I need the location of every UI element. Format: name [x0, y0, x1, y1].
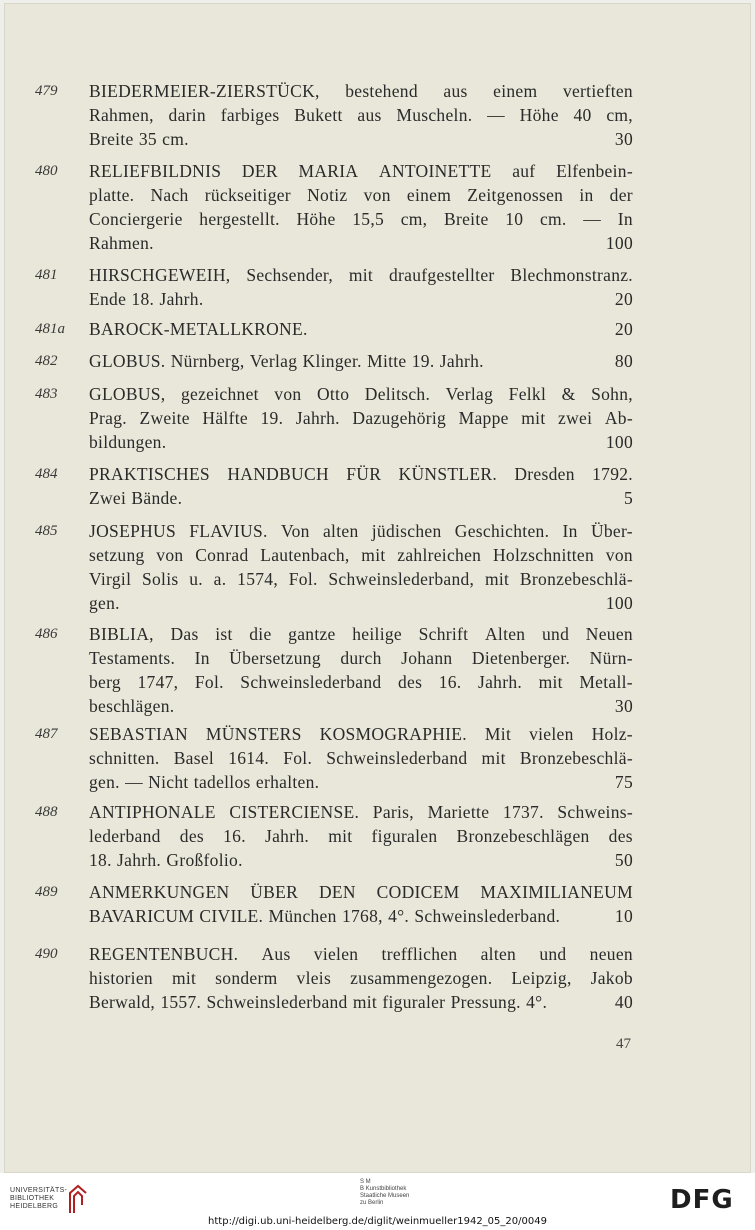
word: platte. — [89, 185, 135, 205]
word: 40 — [573, 105, 592, 125]
word: vertieften — [562, 81, 633, 101]
entry-line — [89, 722, 633, 746]
word: Prag. — [89, 408, 127, 428]
entry-line — [89, 263, 633, 287]
word: alten — [480, 944, 517, 964]
word: Fol. — [283, 748, 313, 768]
footer-bar — [0, 1173, 755, 1230]
word: bestehend — [345, 81, 418, 101]
word: Mit — [484, 724, 512, 744]
word: PRAKTISCHES — [89, 464, 210, 484]
word: sonderm — [215, 968, 278, 988]
word: 1737. — [502, 802, 544, 822]
entry-number: 490 — [35, 946, 58, 962]
entry-description — [89, 349, 633, 373]
word: & — [561, 384, 576, 404]
word: mit — [328, 826, 353, 846]
word: MARIA — [298, 161, 359, 181]
word: mit — [484, 569, 510, 589]
entry-price: 20 — [614, 289, 633, 309]
word: Testaments. — [89, 648, 176, 668]
entry-line — [89, 567, 633, 591]
word: Hälfte — [202, 408, 248, 428]
word: Muscheln. — [396, 105, 473, 125]
word: bildungen. — [89, 432, 167, 452]
word: von — [274, 384, 302, 404]
word: aus — [357, 105, 382, 125]
word: Neuen — [585, 624, 633, 644]
word: einem — [493, 81, 538, 101]
word: 16. — [438, 672, 462, 692]
word: 4°. — [388, 906, 410, 926]
word: Rahmen, — [89, 105, 154, 125]
word: Jahrh. — [265, 826, 310, 846]
word: Elfenbein- — [556, 161, 633, 181]
entry-line — [89, 848, 633, 872]
word: GLOBUS, — [89, 384, 166, 404]
entry-line — [89, 670, 633, 694]
word: gantze — [288, 624, 336, 644]
word: des — [179, 826, 205, 846]
entry-number: 482 — [35, 353, 58, 369]
word: mit — [361, 545, 386, 565]
entry-price: 100 — [605, 432, 633, 452]
word: alten — [322, 521, 359, 541]
word: — — [583, 209, 602, 229]
entry-price: 20 — [614, 319, 633, 339]
entry-line — [89, 207, 633, 231]
word: 4°. — [526, 992, 548, 1012]
word: 10 — [505, 209, 524, 229]
word: aus — [443, 81, 468, 101]
entry-price: 5 — [623, 488, 633, 508]
word: Sechsender, — [246, 265, 333, 285]
word: CODICEM — [376, 882, 460, 902]
word: Übersetzung — [229, 648, 321, 668]
word: rückseitiger — [204, 185, 291, 205]
word: Nicht — [148, 772, 189, 792]
word: Geschichten. — [454, 521, 550, 541]
word: Basel — [173, 748, 215, 768]
word: gen. — [89, 772, 120, 792]
word: Bronzebeschlä- — [519, 748, 633, 768]
ub-heidelberg-label — [10, 1187, 67, 1211]
stamp-line: S M — [360, 1179, 371, 1185]
entry-line — [89, 519, 633, 543]
word: mit — [171, 968, 197, 988]
word: Notiz — [307, 185, 348, 205]
word: BIBLIA, — [89, 624, 154, 644]
word: Fol. — [288, 569, 318, 589]
word: Zwei — [89, 488, 127, 508]
word: Bronzebeschlägen — [456, 826, 590, 846]
word: Dazugehörig — [352, 408, 447, 428]
entry-line — [89, 287, 633, 311]
word: 16. — [223, 826, 246, 846]
word: 15,5 — [352, 209, 385, 229]
word: darin — [168, 105, 206, 125]
entry-line — [89, 317, 633, 341]
word: Höhe — [296, 209, 336, 229]
word: 1747, — [137, 672, 179, 692]
entry-line — [89, 942, 633, 966]
entry-line — [89, 591, 633, 615]
word: BAVARICUM — [89, 906, 195, 926]
entry-description — [89, 263, 633, 311]
word: mit — [481, 748, 506, 768]
word: BIEDERMEIER-ZIERSTÜCK, — [89, 81, 320, 101]
word: Breite — [444, 209, 489, 229]
entry-line — [89, 824, 633, 848]
word: Virgil — [89, 569, 132, 589]
word: cm. — [539, 209, 567, 229]
entry-line — [89, 183, 633, 207]
ub-line: UNIVERSITÄTS- — [10, 1187, 68, 1194]
word: Jahrh. — [117, 850, 162, 870]
stamp-line: Staatliche Museen — [360, 1193, 410, 1199]
word: von — [156, 545, 184, 565]
word: Schweinslederband — [326, 748, 468, 768]
entry-line — [89, 770, 633, 794]
word: CIVILE. — [199, 906, 264, 926]
entry-line — [89, 103, 633, 127]
entry-number: 480 — [35, 163, 58, 179]
word: schnitten. — [89, 748, 160, 768]
word: Solis — [141, 569, 179, 589]
word: in — [579, 185, 594, 205]
source-url[interactable]: http://digi.ub.uni-heidelberg.de/diglit/weinmueller1942_05_20/0049 — [208, 1216, 547, 1227]
word: 1574, — [237, 569, 279, 589]
word: Nach — [150, 185, 189, 205]
entry-line — [89, 904, 633, 928]
entry-line — [89, 966, 633, 990]
entry-description — [89, 159, 633, 255]
word: Berwald, — [89, 992, 156, 1012]
entry-description — [89, 462, 633, 510]
word: Schweins- — [557, 802, 633, 822]
entry-line — [89, 746, 633, 770]
word: mit — [521, 408, 546, 428]
word: In — [194, 648, 210, 668]
word: Jahrh. — [439, 351, 484, 371]
word: 1557. — [160, 992, 202, 1012]
word: Fol. — [194, 672, 224, 692]
word: neuen — [589, 944, 633, 964]
word: des — [397, 672, 423, 692]
entry-line — [89, 622, 633, 646]
word: Dietenberger. — [471, 648, 571, 668]
word: CISTERCIENSE. — [229, 802, 360, 822]
entry-line — [89, 694, 633, 718]
word: Johann — [401, 648, 453, 668]
word: beschlägen. — [89, 696, 175, 716]
word: Verlag — [445, 384, 494, 404]
word: farbiges — [220, 105, 280, 125]
word: zahlreichen — [397, 545, 482, 565]
word: Schweinslederband. — [414, 906, 561, 926]
entry-number: 479 — [35, 83, 58, 99]
word: Sohn, — [591, 384, 633, 404]
word: Dresden — [514, 464, 575, 484]
word: gen. — [89, 593, 120, 613]
word: cm, — [606, 105, 633, 125]
entry-line — [89, 430, 633, 454]
word: — — [125, 772, 143, 792]
word: Mitte — [367, 351, 407, 371]
library-stamp — [360, 1179, 409, 1207]
word: RELIEFBILDNIS — [89, 161, 222, 181]
word: figuraler — [382, 992, 446, 1012]
word: Aus — [261, 944, 291, 964]
entry-line — [89, 543, 633, 567]
word: Breite — [89, 129, 134, 149]
word: lederband — [89, 826, 161, 846]
word: 1768, — [341, 906, 383, 926]
entry-number: 488 — [35, 804, 58, 820]
entry-description — [89, 800, 633, 872]
word: Ende — [89, 289, 127, 309]
word: Metall- — [579, 672, 633, 692]
word: KOSMOGRAPHIE. — [319, 724, 467, 744]
entry-line — [89, 382, 633, 406]
word: hergestellt. — [199, 209, 280, 229]
word: — — [487, 105, 505, 125]
word: Zeitgenossen — [467, 185, 564, 205]
word: die — [249, 624, 272, 644]
word: In — [617, 209, 633, 229]
word: 1614. — [228, 748, 270, 768]
word: Mariette — [427, 802, 490, 822]
entry-line — [89, 462, 633, 486]
word: 1792. — [592, 464, 633, 484]
dfg-logo: DFG — [670, 1185, 734, 1215]
entry-line — [89, 231, 633, 255]
word: 18. — [89, 850, 112, 870]
word: cm, — [400, 209, 428, 229]
entry-price: 40 — [614, 992, 633, 1012]
word: Conrad — [195, 545, 249, 565]
word: DEN — [318, 882, 356, 902]
word: und — [541, 624, 570, 644]
stamp-line: B Kunstbibliothek — [360, 1186, 407, 1192]
word: berg — [89, 672, 121, 692]
word: 19. — [260, 408, 284, 428]
entry-line — [89, 127, 633, 151]
word: Nürnberg, — [170, 351, 245, 371]
word: trefflichen — [381, 944, 458, 964]
entry-number: 485 — [35, 523, 58, 539]
word: Conciergerie — [89, 209, 183, 229]
word: FÜR — [346, 464, 382, 484]
entry-description — [89, 880, 633, 928]
stamp-line: zu Berlin — [360, 1200, 384, 1206]
word: Schweinslederband — [206, 992, 348, 1012]
word: Schweinslederband, — [328, 569, 475, 589]
word: Lautenbach, — [260, 545, 350, 565]
entry-number: 486 — [35, 626, 58, 642]
word: Verlag — [249, 351, 298, 371]
entry-number: 487 — [35, 726, 58, 742]
word: setzung — [89, 545, 145, 565]
word: Jakob — [590, 968, 633, 988]
entry-price: 100 — [605, 593, 633, 613]
entry-description — [89, 79, 633, 151]
word: Jahrh. — [295, 408, 340, 428]
entry-description — [89, 519, 633, 615]
word: ANTIPHONALE — [89, 802, 216, 822]
word: von — [363, 185, 391, 205]
word: REGENTENBUCH. — [89, 944, 239, 964]
entry-price: 100 — [605, 233, 633, 253]
word: Über- — [590, 521, 633, 541]
entry-line — [89, 990, 633, 1014]
word: figuralen — [371, 826, 438, 846]
word: mit — [352, 992, 378, 1012]
word: GLOBUS. — [89, 351, 166, 371]
word: Großfolio. — [166, 850, 243, 870]
word: gezeichnet — [180, 384, 259, 404]
word: jüdischen — [371, 521, 442, 541]
word: Jahrh. — [159, 289, 204, 309]
entry-number: 481 — [35, 267, 58, 283]
entry-description — [89, 317, 633, 341]
word: mit — [348, 265, 374, 285]
page-number: 47 — [616, 1036, 631, 1052]
word: ist — [215, 624, 233, 644]
word: BAROCK-METALLKRONE. — [89, 319, 308, 339]
word: HIRSCHGEWEIH, — [89, 265, 231, 285]
entry-line — [89, 800, 633, 824]
word: tadellos — [193, 772, 251, 792]
word: Paris, — [372, 802, 414, 822]
word: Felkl — [508, 384, 547, 404]
word: zusammengezogen. — [350, 968, 493, 988]
word: vleis — [296, 968, 332, 988]
word: Von — [280, 521, 310, 541]
ub-line: HEIDELBERG — [10, 1203, 59, 1210]
entry-price: 50 — [614, 850, 633, 870]
word: cm. — [162, 129, 189, 149]
word: heilige — [352, 624, 402, 644]
entry-price: 30 — [614, 696, 633, 716]
entry-price: 80 — [614, 351, 633, 371]
word: mit — [538, 672, 563, 692]
entry-line — [89, 159, 633, 183]
word: Blechmonstranz. — [510, 265, 633, 285]
word: Bände. — [131, 488, 183, 508]
entry-line — [89, 486, 633, 510]
word: FLAVIUS. — [189, 521, 268, 541]
word: ANMERKUNGEN — [89, 882, 230, 902]
word: durch — [340, 648, 382, 668]
entry-line — [89, 880, 633, 904]
word: vielen — [529, 724, 574, 744]
word: 18. — [131, 289, 155, 309]
entry-description — [89, 382, 633, 454]
word: Das — [170, 624, 199, 644]
word: ÜBER — [250, 882, 299, 902]
entry-number: 489 — [35, 884, 58, 900]
entry-description — [89, 722, 633, 794]
word: Nürn- — [589, 648, 633, 668]
entry-price: 75 — [614, 772, 633, 792]
word: Alten — [484, 624, 526, 644]
word: auf — [512, 161, 536, 181]
word: vielen — [313, 944, 359, 964]
word: zwei — [558, 408, 593, 428]
entry-number: 483 — [35, 386, 58, 402]
word: MÜNSTERS — [205, 724, 302, 744]
word: HANDBUCH — [227, 464, 329, 484]
word: Bukett — [294, 105, 343, 125]
word: Bronzebeschlä- — [519, 569, 633, 589]
word: des — [608, 826, 633, 846]
word: von — [605, 545, 633, 565]
entry-line — [89, 349, 633, 373]
word: draufgestellter — [388, 265, 495, 285]
word: Holzschnitten — [492, 545, 595, 565]
word: Mappe — [458, 408, 509, 428]
entry-line — [89, 79, 633, 103]
word: ANTOINETTE — [379, 161, 492, 181]
word: Pressung. — [450, 992, 521, 1012]
word: der — [609, 185, 633, 205]
word: Höhe — [519, 105, 559, 125]
word: Otto — [316, 384, 350, 404]
word: Delitsch. — [364, 384, 431, 404]
word: Jahrh. — [477, 672, 523, 692]
word: Zweite — [139, 408, 190, 428]
word: und — [539, 944, 567, 964]
word: Leipzig, — [511, 968, 572, 988]
word: KÜNSTLER. — [398, 464, 497, 484]
word: 35 — [138, 129, 157, 149]
word: Schweinslederband — [240, 672, 382, 692]
entry-line — [89, 646, 633, 670]
word: Ab- — [604, 408, 633, 428]
ub-line: BIBLIOTHEK — [10, 1195, 55, 1202]
word: einem — [406, 185, 452, 205]
entry-number: 481a — [35, 321, 65, 337]
word: a. — [213, 569, 227, 589]
word: Holz- — [591, 724, 633, 744]
entry-line — [89, 406, 633, 430]
word: u. — [189, 569, 203, 589]
word: 19. — [411, 351, 435, 371]
word: MAXIMILIANEUM — [480, 882, 633, 902]
word: JOSEPHUS — [89, 521, 177, 541]
entry-number: 484 — [35, 466, 58, 482]
word: In — [562, 521, 578, 541]
ub-logo-icon — [66, 1183, 90, 1220]
word: SEBASTIAN — [89, 724, 188, 744]
word: Schrift — [418, 624, 469, 644]
entry-price: 30 — [614, 129, 633, 149]
entry-description — [89, 942, 633, 1014]
entry-price: 10 — [614, 906, 633, 926]
word: Rahmen. — [89, 233, 154, 253]
word: erhalten. — [255, 772, 320, 792]
word: historien — [89, 968, 153, 988]
word: Klinger. — [302, 351, 362, 371]
word: München — [268, 906, 337, 926]
catalog-page — [4, 3, 751, 1173]
entry-description — [89, 622, 633, 718]
word: DER — [241, 161, 278, 181]
